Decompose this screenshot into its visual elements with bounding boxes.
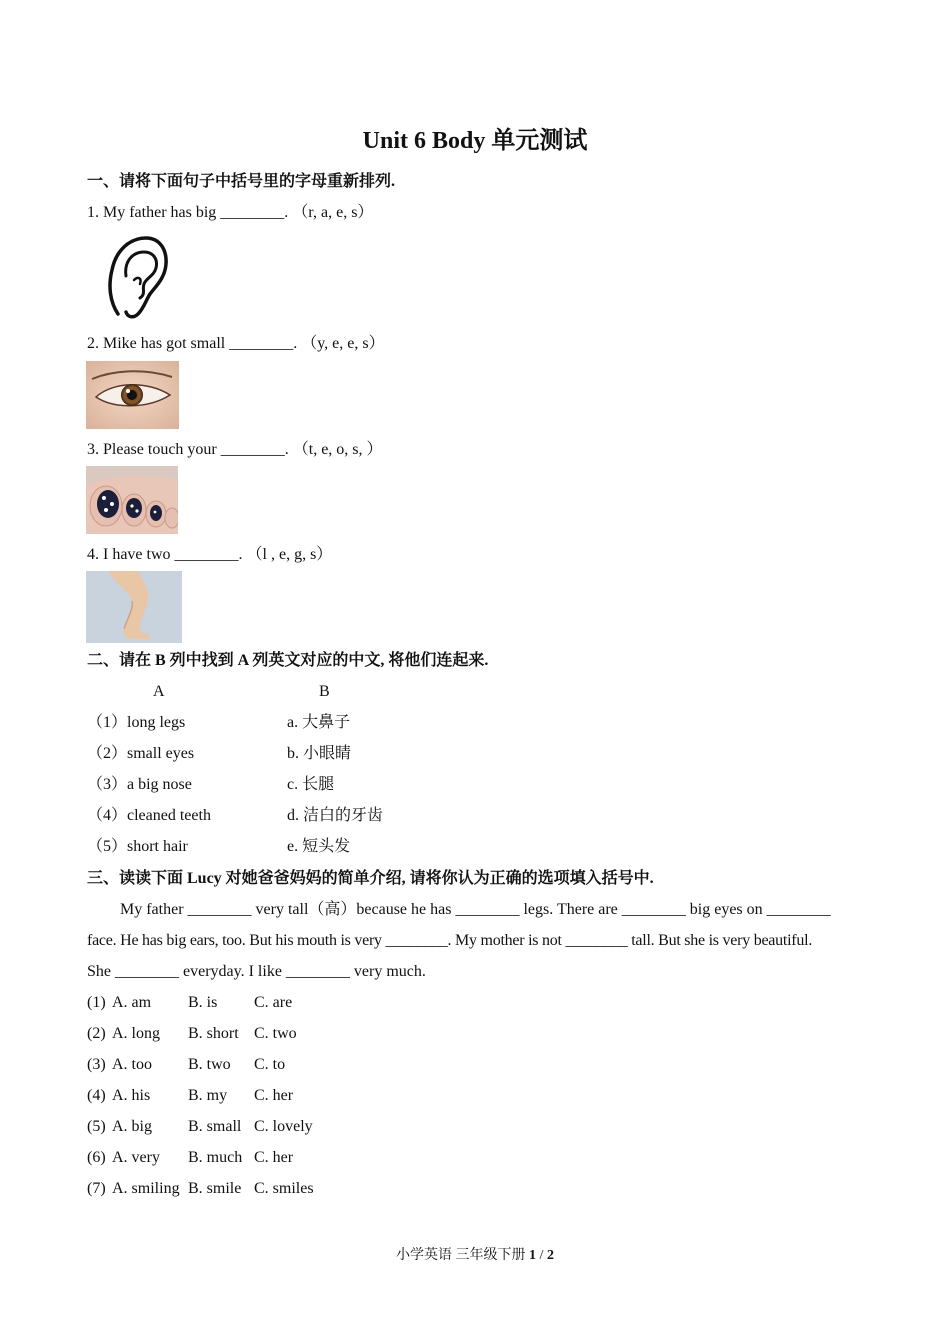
section2-heading: 二、请在 B 列中找到 A 列英文对应的中文, 将他们连起来. — [87, 652, 489, 669]
option-num: (7) — [87, 1180, 106, 1197]
question-2: 2. Mike has got small ________. （y, e, e, s） — [87, 335, 385, 352]
section1-heading: 一、请将下面句子中括号里的字母重新排列. — [87, 173, 396, 190]
option-b: B. two — [188, 1056, 231, 1073]
match-a-4: （4）cleaned teeth — [87, 807, 211, 824]
column-a-header: A — [153, 683, 165, 700]
option-c: C. lovely — [254, 1118, 313, 1135]
option-num: (6) — [87, 1149, 106, 1166]
option-num: (4) — [87, 1087, 106, 1104]
match-b-1: a. 大鼻子 — [287, 714, 351, 731]
option-b: B. much — [188, 1149, 243, 1166]
match-a-2: （2）small eyes — [87, 745, 195, 762]
option-c: C. her — [254, 1149, 294, 1166]
option-num: (2) — [87, 1025, 106, 1042]
option-a: A. big — [112, 1118, 152, 1135]
match-b-3: c. 长腿 — [287, 776, 335, 793]
match-b-4: d. 洁白的牙齿 — [287, 807, 384, 824]
match-b-5: e. 短头发 — [287, 838, 351, 855]
section3-heading: 三、读读下面 Lucy 对她爸爸妈妈的简单介绍, 请将你认为正确的选项填入括号中. — [87, 870, 654, 887]
option-b: B. short — [188, 1025, 239, 1042]
leg-photo — [86, 571, 182, 643]
option-a: A. his — [112, 1087, 151, 1104]
option-c: C. her — [254, 1087, 294, 1104]
option-a: A. very — [112, 1149, 160, 1166]
option-c: C. smiles — [254, 1180, 314, 1197]
match-b-2: b. 小眼睛 — [287, 745, 352, 762]
question-3: 3. Please touch your ________. （t, e, o, s, ） — [87, 441, 383, 458]
option-c: C. are — [254, 994, 293, 1011]
match-a-1: （1）long legs — [87, 714, 186, 731]
page-number: 1 — [529, 1248, 537, 1263]
page-total: 2 — [546, 1248, 554, 1263]
option-b: B. is — [188, 994, 218, 1011]
column-b-header: B — [319, 683, 330, 700]
option-a: A. long — [112, 1025, 160, 1042]
option-b: B. small — [188, 1118, 242, 1135]
option-c: C. two — [254, 1025, 297, 1042]
option-num: (5) — [87, 1118, 106, 1135]
footer-text: 小学英语 三年级下册 — [396, 1248, 530, 1263]
option-num: (1) — [87, 994, 106, 1011]
passage-line-1: My father ________ very tall（高）because he has ________ legs. There are ________ big eyes on ________ — [120, 901, 831, 918]
option-num: (3) — [87, 1056, 106, 1073]
option-a: A. am — [112, 994, 152, 1011]
option-row-4 — [87, 1086, 387, 1106]
option-b: B. my — [188, 1087, 228, 1104]
option-row-7 — [87, 1179, 387, 1199]
option-a: A. too — [112, 1056, 152, 1073]
match-a-3: （3）a big nose — [87, 776, 192, 793]
ear-icon — [104, 232, 170, 322]
option-a: A. smiling — [112, 1180, 180, 1197]
passage-line-3: She ________ everyday. I like ________ very much. — [87, 963, 426, 980]
option-row-1 — [87, 993, 387, 1013]
page-separator: / — [536, 1248, 547, 1263]
option-c: C. to — [254, 1056, 286, 1073]
question-1: 1. My father has big ________. （r, a, e, s） — [87, 204, 374, 221]
option-row-5 — [87, 1117, 387, 1137]
option-b: B. smile — [188, 1180, 242, 1197]
question-4: 4. I have two ________. （l , e, g, s） — [87, 546, 333, 563]
eye-photo — [86, 361, 179, 429]
toes-photo — [86, 466, 178, 534]
match-a-5: （5）short hair — [87, 838, 188, 855]
passage-line-2: face. He has big ears, too. But his mouth is very ________. My mother is not ________ tall. But she is very beautiful. — [87, 932, 813, 949]
page-footer — [0, 1247, 950, 1265]
option-row-6 — [87, 1148, 387, 1168]
option-row-3 — [87, 1055, 387, 1075]
option-row-2 — [87, 1024, 387, 1044]
page-title: Unit 6 Body 单元测试 — [362, 128, 588, 154]
